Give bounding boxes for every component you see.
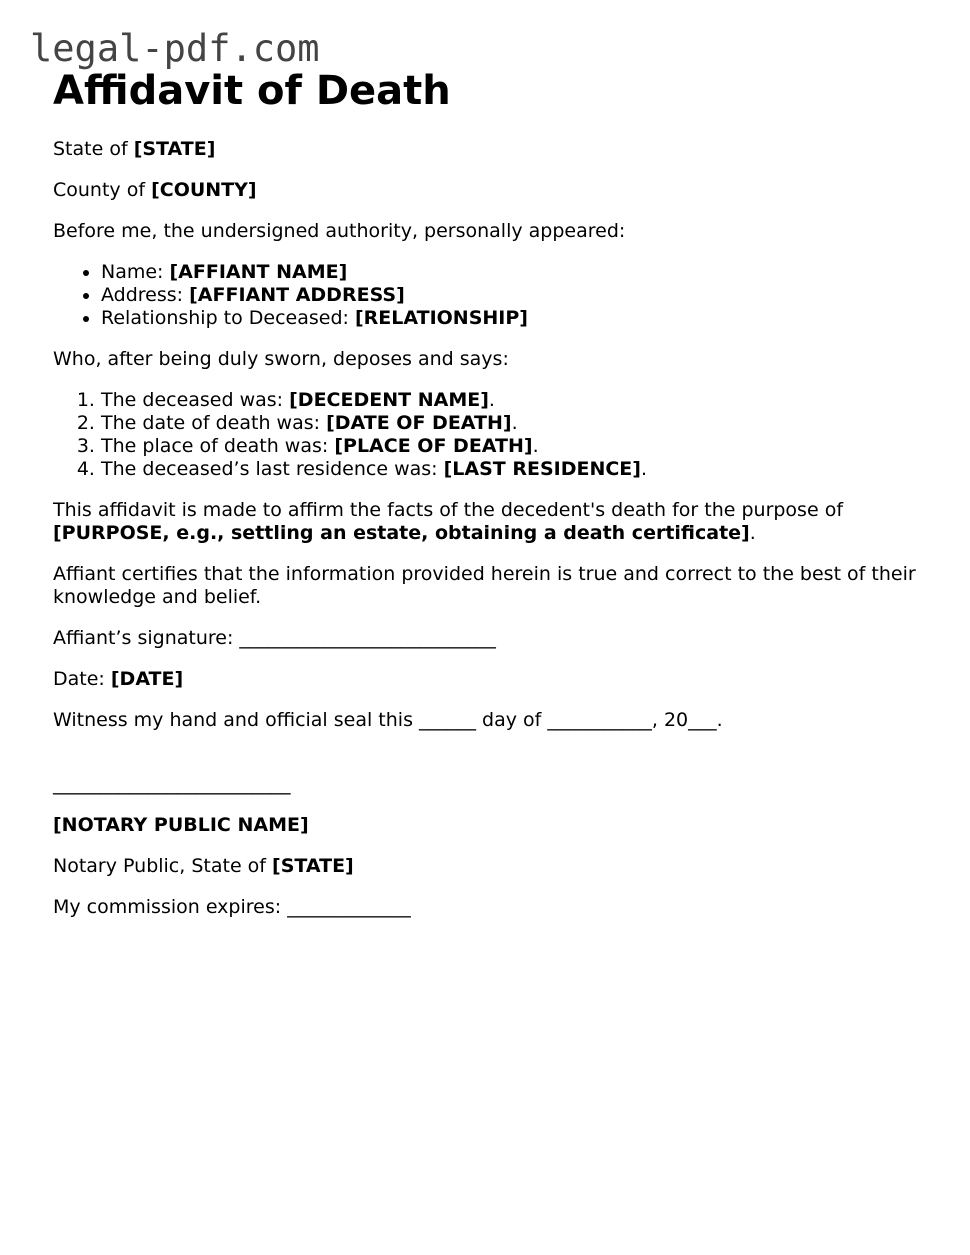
intro-text: Before me, the undersigned authority, personally appeared: xyxy=(53,220,626,242)
fact-place-of-death xyxy=(101,435,933,458)
facts-list xyxy=(53,389,933,481)
fact-label: The deceased’s last residence was: xyxy=(101,458,444,480)
fact-end: . xyxy=(640,458,648,480)
witness-line: Witness my hand and official seal this ______ day of ___________, 20___. xyxy=(53,709,723,731)
fact-value: [DATE OF DEATH] xyxy=(326,412,512,434)
county-value: [COUNTY] xyxy=(151,179,257,201)
fact-value: [PLACE OF DEATH] xyxy=(334,435,533,457)
purpose-value: [PURPOSE, e.g., settling an estate, obtaining a death certificate] xyxy=(53,522,750,544)
state-value: [STATE] xyxy=(133,138,216,160)
certify-paragraph: Affiant certifies that the information provided herein is true and correct to the best of their knowledge and belief. xyxy=(53,563,916,608)
fact-label: The deceased was: xyxy=(101,389,290,411)
county-label: County of xyxy=(53,179,152,201)
affiant-address-item xyxy=(101,284,933,307)
county-line xyxy=(53,179,933,202)
date-label: Date: xyxy=(53,668,111,690)
affiant-name-label: Name: xyxy=(101,261,170,283)
date-value: [DATE] xyxy=(110,668,184,690)
affiant-list xyxy=(53,261,933,330)
affiant-relationship-value: [RELATIONSHIP] xyxy=(354,307,528,329)
fact-label: The place of death was: xyxy=(101,435,335,457)
state-line xyxy=(53,138,933,161)
affiant-relationship-label: Relationship to Deceased: xyxy=(101,307,355,329)
date-line xyxy=(53,668,933,691)
fact-label: The date of death was: xyxy=(101,412,327,434)
purpose-text: This affidavit is made to affirm the facts of the decedent's death for the purpose of xyxy=(53,499,844,521)
notary-name: [NOTARY PUBLIC NAME] xyxy=(53,814,309,836)
watermark: legal-pdf.com xyxy=(30,27,320,70)
fact-decedent xyxy=(101,389,933,412)
spacer xyxy=(53,750,933,773)
fact-end: . xyxy=(488,389,495,411)
fact-value: [LAST RESIDENCE] xyxy=(443,458,641,480)
commission-line: My commission expires: _____________ xyxy=(53,896,411,918)
notary-state-label: Notary Public, State of xyxy=(53,855,273,877)
fact-last-residence xyxy=(101,458,933,481)
fact-date-of-death xyxy=(101,412,933,435)
affiant-name-item xyxy=(101,261,933,284)
sworn-text: Who, after being duly sworn, deposes and says: xyxy=(53,348,509,370)
fact-end: . xyxy=(532,435,539,457)
purpose-paragraph xyxy=(53,499,933,545)
notary-state-value: [STATE] xyxy=(272,855,354,877)
document-title: Affidavit of Death xyxy=(53,68,451,114)
affiant-relationship-item xyxy=(101,307,933,330)
fact-end: . xyxy=(511,412,518,434)
signature-line: Affiant’s signature: ___________________________ xyxy=(53,627,496,649)
affiant-name-value: [AFFIANT NAME] xyxy=(169,261,348,283)
document-body xyxy=(53,68,933,937)
notary-state-line xyxy=(53,855,933,878)
state-label: State of xyxy=(53,138,134,160)
affiant-address-value: [AFFIANT ADDRESS] xyxy=(189,284,405,306)
purpose-end: . xyxy=(749,522,756,544)
notary-signature-line: _________________________ xyxy=(53,773,291,795)
affiant-address-label: Address: xyxy=(101,284,190,306)
fact-value: [DECEDENT NAME] xyxy=(289,389,489,411)
